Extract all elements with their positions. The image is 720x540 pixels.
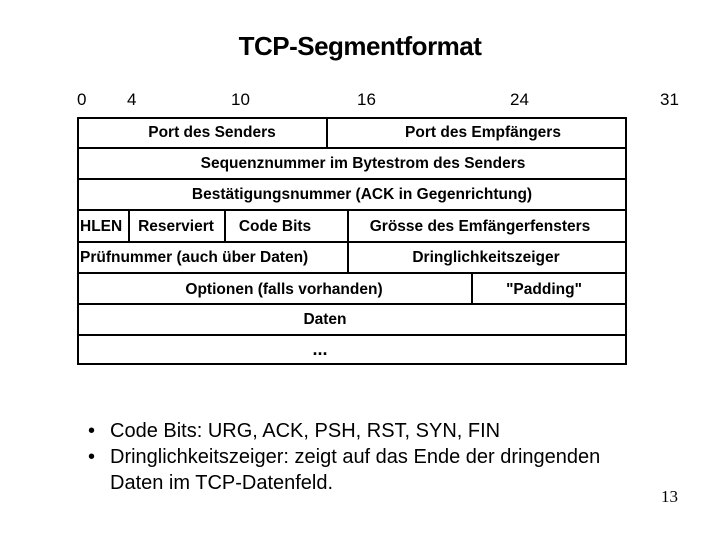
field-hlen: HLEN bbox=[80, 218, 123, 235]
row-divider bbox=[77, 147, 627, 149]
bit-position-24: 24 bbox=[510, 90, 529, 109]
field-padding: "Padding" bbox=[506, 281, 582, 298]
bullet-icon: • bbox=[88, 446, 96, 468]
notes-list bbox=[88, 418, 630, 496]
field-divider bbox=[128, 209, 130, 242]
row-divider bbox=[77, 334, 627, 336]
field-data-continued: ... bbox=[312, 339, 328, 359]
field-sequence-number: Sequenznummer im Bytestrom des Senders bbox=[200, 155, 526, 172]
bit-position-4: 4 bbox=[127, 90, 137, 109]
note-code-bits: Code Bits: URG, ACK, PSH, RST, SYN, FIN bbox=[110, 420, 501, 442]
page-number: 13 bbox=[661, 487, 678, 506]
field-code-bits: Code Bits bbox=[238, 218, 312, 235]
field-destination-port: Port des Empfängers bbox=[405, 124, 561, 141]
row-divider bbox=[77, 303, 627, 305]
bullet-icon: • bbox=[88, 420, 96, 442]
field-window-size: Grösse des Emfängerfensters bbox=[369, 218, 591, 235]
note-item bbox=[88, 418, 630, 444]
field-acknowledgement-number: Bestätigungsnummer (ACK in Gegenrichtung) bbox=[191, 186, 533, 203]
field-reserved: Reserviert bbox=[138, 218, 214, 235]
field-urgent-pointer: Dringlichkeitszeiger bbox=[412, 249, 560, 266]
note-urgent-pointer: Dringlichkeitszeiger: zeigt auf das Ende der dringenden Daten im TCP-Datenfeld. bbox=[110, 446, 601, 494]
row-divider bbox=[77, 272, 627, 274]
field-divider bbox=[224, 209, 226, 242]
row-divider bbox=[77, 178, 627, 180]
field-divider bbox=[471, 272, 473, 304]
bit-position-10: 10 bbox=[231, 90, 250, 109]
row-divider bbox=[77, 241, 627, 243]
field-source-port: Port des Senders bbox=[148, 124, 276, 141]
row-divider bbox=[77, 209, 627, 211]
diagram-title: TCP-Segmentformat bbox=[238, 31, 482, 61]
field-options: Optionen (falls vorhanden) bbox=[185, 281, 383, 298]
field-divider bbox=[347, 209, 349, 273]
bit-position-31: 31 bbox=[660, 90, 679, 109]
note-item bbox=[88, 444, 630, 496]
field-divider bbox=[326, 117, 328, 148]
field-checksum: Prüfnummer (auch über Daten) bbox=[80, 249, 309, 266]
bit-position-16: 16 bbox=[357, 90, 376, 109]
bit-position-0: 0 bbox=[77, 90, 87, 109]
field-data: Daten bbox=[303, 311, 347, 328]
